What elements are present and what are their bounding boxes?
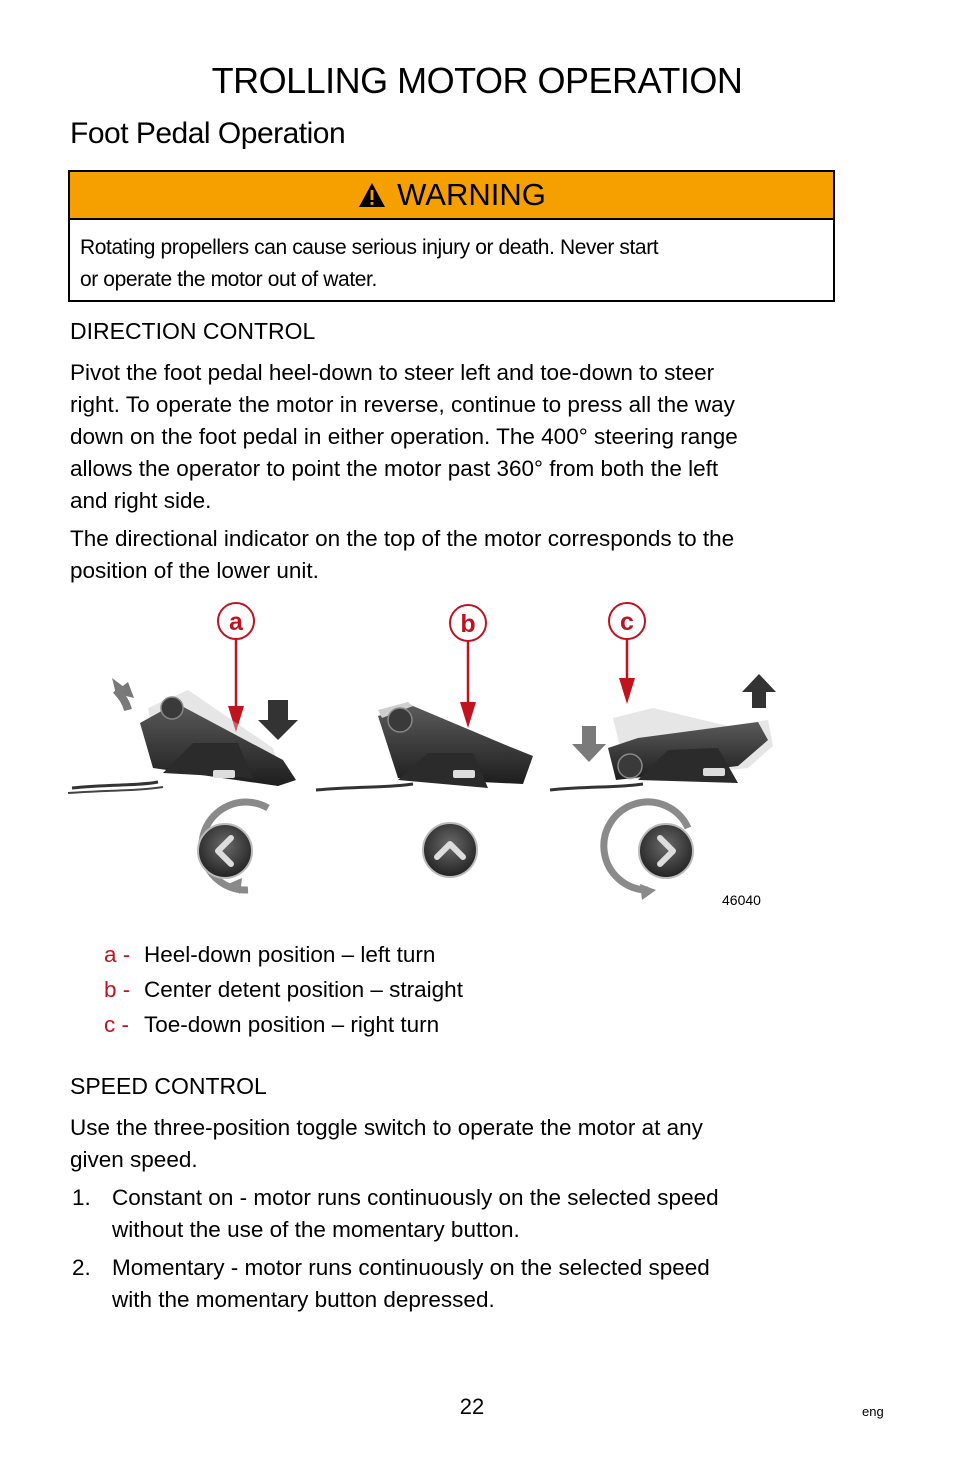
pedal-center	[316, 702, 533, 790]
warning-text-line: Rotating propellers can cause serious injury or death. Never start	[80, 236, 659, 259]
direction-paragraph-2	[70, 523, 840, 587]
text-line: Use the three-position toggle switch to operate the motor at any	[70, 1115, 703, 1140]
warning-triangle-icon	[357, 181, 387, 209]
legend-item-b	[104, 977, 463, 1003]
language-code: eng	[862, 1404, 884, 1419]
straight-indicator-icon	[423, 823, 477, 877]
text-line: right. To operate the motor in reverse, continue to press all the way	[70, 392, 735, 417]
text-line: with the momentary button depressed.	[112, 1287, 495, 1312]
page-number: 22	[459, 1394, 485, 1419]
legend-key: c -	[104, 1012, 129, 1037]
legend-item-c	[104, 1012, 439, 1038]
legend-text: Center detent position – straight	[144, 977, 463, 1002]
warning-header	[70, 172, 833, 220]
speed-intro	[70, 1112, 840, 1176]
warning-text-line: or operate the motor out of water.	[80, 268, 377, 291]
text-line: position of the lower unit.	[70, 558, 319, 583]
text-line: Momentary - motor runs continuously on the selected speed	[112, 1255, 710, 1280]
text-line: and right side.	[70, 488, 212, 513]
pedal-toe-down	[550, 674, 776, 790]
text-line: down on the foot pedal in either operation. The 400° steering range	[70, 424, 738, 449]
warning-text	[70, 220, 833, 296]
warning-box	[68, 170, 835, 302]
direction-heading: DIRECTION CONTROL	[70, 318, 316, 344]
callout-a-label: a	[229, 608, 243, 636]
text-line: allows the operator to point the motor past 360° from both the left	[70, 456, 719, 481]
text-line: Pivot the foot pedal heel-down to steer left and toe-down to steer	[70, 360, 715, 385]
callout-b	[450, 605, 486, 728]
legend-key: a -	[104, 942, 131, 967]
figure-code: 46040	[722, 892, 761, 908]
legend-text: Heel-down position – left turn	[144, 942, 436, 967]
pedal-heel-down	[68, 678, 298, 793]
left-turn-indicator-icon	[198, 802, 268, 894]
legend-key: b -	[104, 977, 131, 1002]
list-item	[72, 1182, 842, 1246]
legend-item-a	[104, 942, 435, 968]
foot-pedal-illustration	[68, 598, 828, 920]
legend-text: Toe-down position – right turn	[144, 1012, 440, 1037]
list-number: 2.	[72, 1255, 91, 1280]
text-line: The directional indicator on the top of the motor corresponds to the	[70, 526, 735, 551]
callout-a	[218, 603, 254, 732]
right-turn-indicator-icon	[604, 802, 693, 900]
text-line: without the use of the momentary button.	[112, 1217, 520, 1242]
text-line: Constant on - motor runs continuously on the selected speed	[112, 1185, 719, 1210]
callout-c	[609, 603, 645, 704]
list-number: 1.	[72, 1185, 91, 1210]
speed-heading: SPEED CONTROL	[70, 1073, 267, 1099]
foot-pedal-figure	[68, 598, 828, 920]
text-line: given speed.	[70, 1147, 198, 1172]
warning-label: WARNING	[397, 177, 546, 212]
page-title: TROLLING MOTOR OPERATION	[211, 60, 743, 101]
list-item	[72, 1252, 842, 1316]
callout-b-label: b	[460, 610, 476, 638]
direction-paragraph-1	[70, 357, 840, 517]
section-title: Foot Pedal Operation	[70, 117, 346, 150]
callout-c-label: c	[620, 608, 634, 636]
